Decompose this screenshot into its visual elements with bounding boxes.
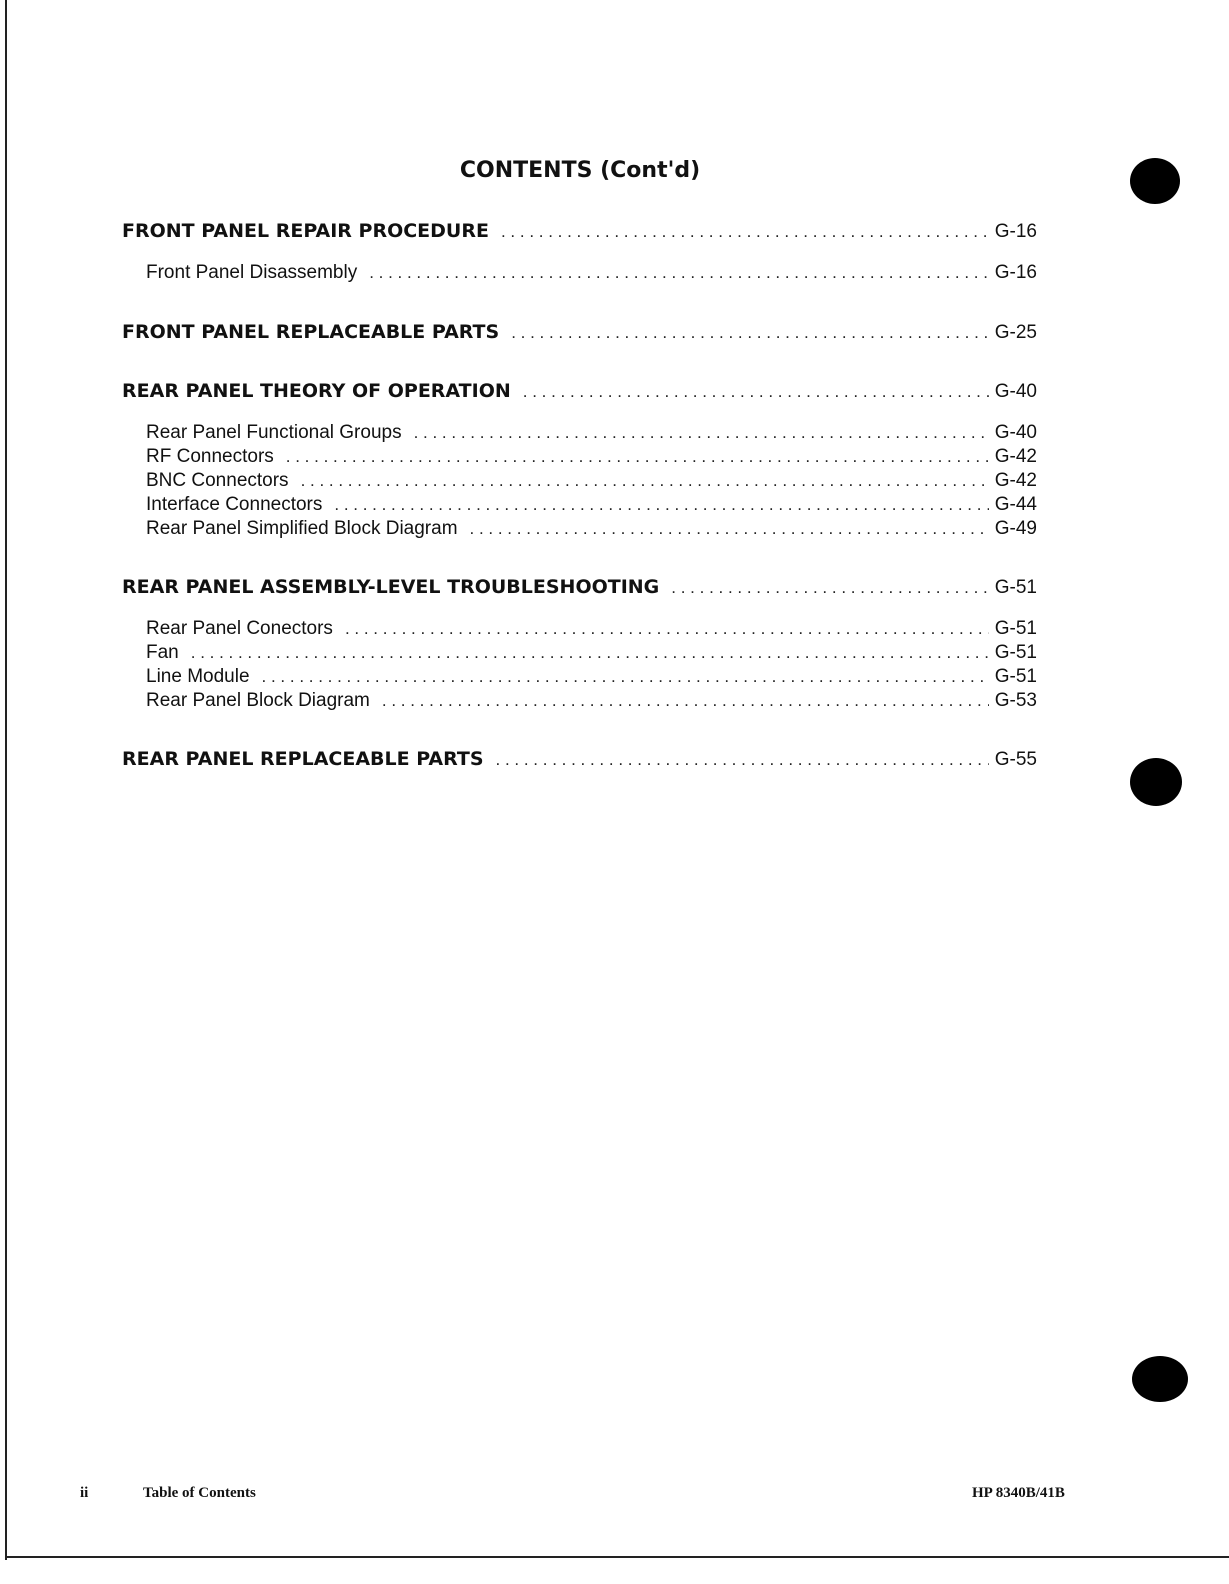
toc-entry-label: FRONT PANEL REPAIR PROCEDURE bbox=[122, 220, 489, 242]
toc-entry-rear-panel-theory[interactable] bbox=[122, 380, 1037, 403]
dot-leader bbox=[414, 423, 989, 443]
toc-page-number: G-40 bbox=[994, 381, 1037, 402]
toc-entry-rear-panel-conectors[interactable] bbox=[146, 618, 1037, 640]
toc-page-number: G-25 bbox=[994, 322, 1037, 343]
toc-entry-label: Rear Panel Simplified Block Diagram bbox=[146, 518, 458, 539]
toc-entry-rf-connectors[interactable] bbox=[146, 446, 1037, 468]
toc-page-number: G-44 bbox=[994, 494, 1037, 515]
toc-entry-label: Fan bbox=[146, 642, 179, 663]
toc-entry-rear-panel-troubleshooting[interactable] bbox=[122, 576, 1037, 599]
toc-page-number: G-51 bbox=[994, 666, 1037, 687]
toc-page-number: G-51 bbox=[994, 577, 1037, 598]
page-left-border bbox=[5, 0, 7, 1560]
footer-model: HP 8340B/41B bbox=[972, 1485, 1065, 1501]
toc-page-number: G-42 bbox=[994, 470, 1037, 491]
dot-leader bbox=[345, 619, 989, 639]
toc-page-number: G-40 bbox=[994, 422, 1037, 443]
toc-entry-label: Line Module bbox=[146, 666, 250, 687]
toc-page-number: G-53 bbox=[994, 690, 1037, 711]
toc-entry-label: Interface Connectors bbox=[146, 494, 323, 515]
page-title: CONTENTS (Cont'd) bbox=[459, 158, 701, 183]
toc-page-number: G-16 bbox=[994, 221, 1037, 242]
page-bottom-border bbox=[5, 1556, 1229, 1558]
toc-entry-line-module[interactable] bbox=[146, 666, 1037, 688]
toc-page-number: G-51 bbox=[994, 642, 1037, 663]
toc-entry-front-panel-repair[interactable] bbox=[122, 220, 1037, 243]
dot-leader bbox=[382, 691, 989, 711]
toc-entry-rear-panel-replaceable-parts[interactable] bbox=[122, 748, 1037, 771]
footer-section-title: Table of Contents bbox=[143, 1485, 256, 1501]
toc-entry-rear-panel-block-diagram[interactable] bbox=[146, 690, 1037, 712]
toc-entry-label: Front Panel Disassembly bbox=[146, 262, 358, 283]
toc-entry-label: REAR PANEL ASSEMBLY-LEVEL TROUBLESHOOTING bbox=[122, 576, 660, 598]
toc-page-number: G-51 bbox=[994, 618, 1037, 639]
dot-leader bbox=[523, 382, 989, 402]
toc-entry-fan[interactable] bbox=[146, 642, 1037, 664]
toc-entry-front-panel-replaceable-parts[interactable] bbox=[122, 321, 1037, 344]
punch-hole-middle bbox=[1130, 758, 1182, 806]
dot-leader bbox=[262, 667, 989, 687]
dot-leader bbox=[496, 750, 989, 770]
toc-entry-label: Rear Panel Block Diagram bbox=[146, 690, 370, 711]
toc-page-number: G-49 bbox=[994, 518, 1037, 539]
dot-leader bbox=[511, 323, 989, 343]
punch-hole-top bbox=[1130, 158, 1180, 204]
toc-page-number: G-55 bbox=[994, 749, 1037, 770]
toc-entry-label: FRONT PANEL REPLACEABLE PARTS bbox=[122, 321, 500, 343]
toc-entry-interface-connectors[interactable] bbox=[146, 494, 1037, 516]
toc-entry-rear-panel-functional-groups[interactable] bbox=[146, 422, 1037, 444]
dot-leader bbox=[301, 471, 989, 491]
toc-entry-front-panel-disassembly[interactable] bbox=[146, 262, 1037, 284]
dot-leader bbox=[671, 578, 988, 598]
toc-entry-label: Rear Panel Conectors bbox=[146, 618, 333, 639]
toc-page-number: G-42 bbox=[994, 446, 1037, 467]
toc-entry-bnc-connectors[interactable] bbox=[146, 470, 1037, 492]
dot-leader bbox=[334, 495, 988, 515]
dot-leader bbox=[191, 643, 989, 663]
dot-leader bbox=[470, 519, 989, 539]
dot-leader bbox=[369, 263, 989, 283]
toc-entry-label: Rear Panel Functional Groups bbox=[146, 422, 402, 443]
toc-entry-label: REAR PANEL THEORY OF OPERATION bbox=[122, 380, 511, 402]
toc-entry-rear-panel-simplified-block-diagram[interactable] bbox=[146, 518, 1037, 540]
toc-entry-label: REAR PANEL REPLACEABLE PARTS bbox=[122, 748, 484, 770]
footer-page-number: ii bbox=[80, 1485, 89, 1501]
toc-page-number: G-16 bbox=[994, 262, 1037, 283]
dot-leader bbox=[286, 447, 989, 467]
dot-leader bbox=[501, 222, 989, 242]
punch-hole-bottom bbox=[1132, 1356, 1188, 1402]
toc-entry-label: RF Connectors bbox=[146, 446, 274, 467]
toc-entry-label: BNC Connectors bbox=[146, 470, 289, 491]
